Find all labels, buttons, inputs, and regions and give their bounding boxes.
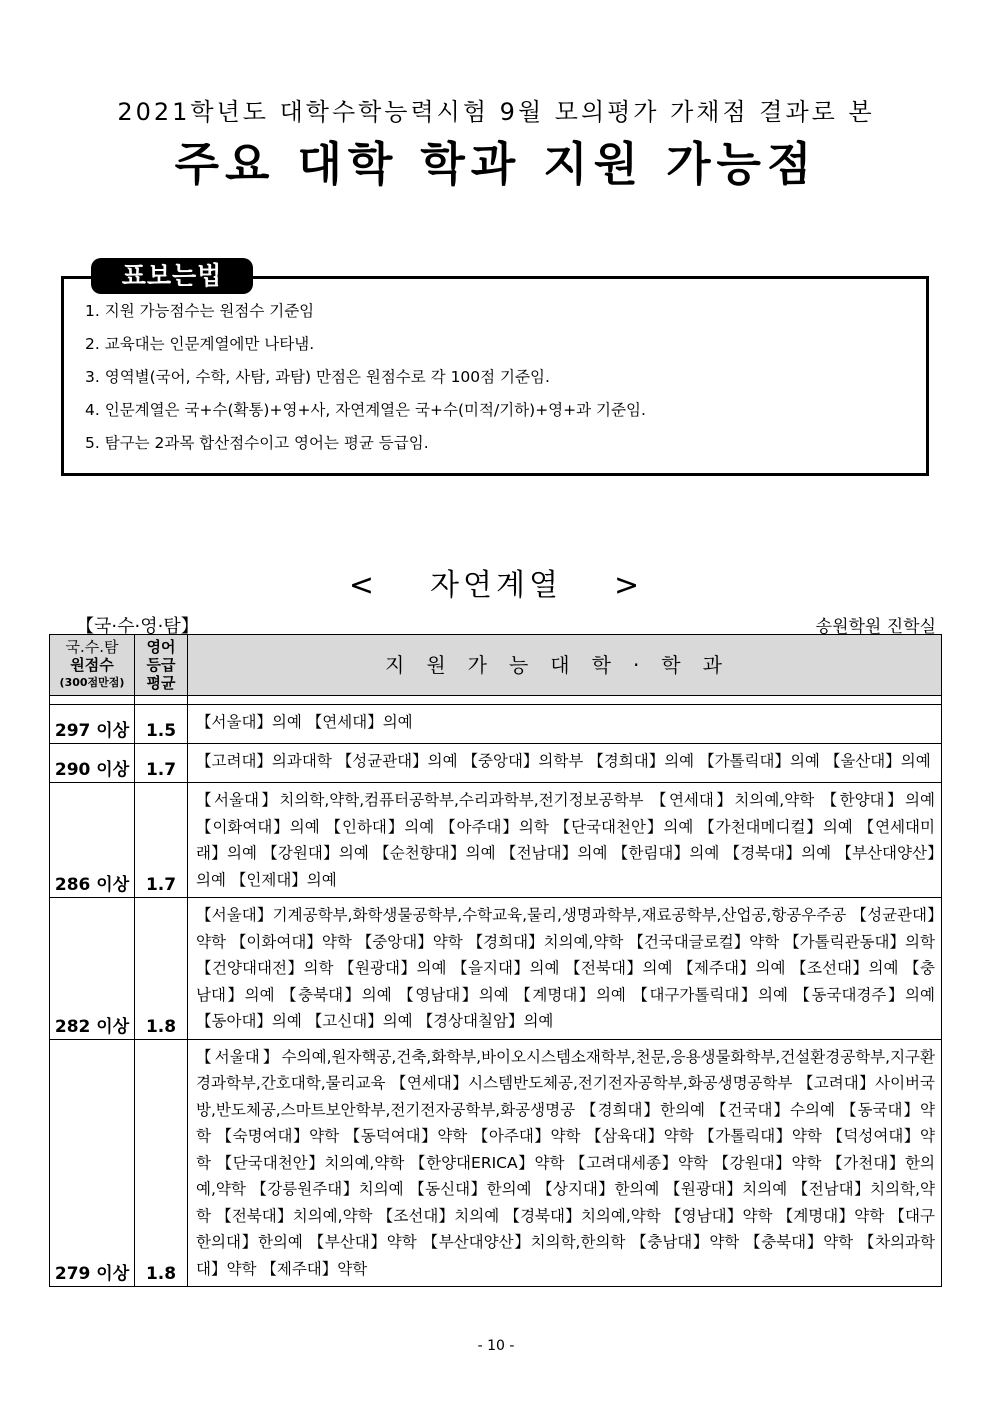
guide-item: 1. 지원 가능점수는 원점수 기준임 [85, 302, 315, 320]
score-cell: 286 이상 [50, 783, 135, 898]
guide-item: 4. 인문계열은 국+수(확통)+영+사, 자연계열은 국+수(미적/기하)+영+과 기준임. [85, 401, 646, 419]
university-list-cell: 【서울대】치의학,약학,컴퓨터공학부,수리과학부,전기정보공학부 【연세대】치의예,약학 【한양대】의예 【이화여대】의예 【인하대】의예 【아주대】의학 【단국대천안】의예 【가천대메디컬】의예 【연세대미래】의예 【강원대】의예 【순천향대】의예 【전남대】의예 【한림대】의예 【경북대】의예 【부산대양산】의예 【인제대】의예 [188, 783, 942, 898]
guide-item: 3. 영역별(국어, 수학, 사탐, 과탐) 만점은 원점수로 각 100점 기준임. [85, 368, 550, 386]
university-list-cell: 【서울대】기계공학부,화학생물공학부,수학교육,물리,생명과학부,재료공학부,산업공,항공우주공 【성균관대】약학 【이화여대】약학 【중앙대】약학 【경희대】치의예,약학 【건국대글로컬】약학 【가톨릭관동대】의학 【건양대대전】의학 【원광대】의예 【을지대】의예 【전북대】의예 【제주대】의예 【조선대】의예 【충남대】의예 【충북대】의예 【영남대】의예 【계명대】의예 【대구가톨릭대】의예 【동국대경주】의예 【동아대】의예 【고신대】의예 【경상대칠암】의예 [188, 898, 942, 1040]
organization-label: 송원학원 진학실 [815, 617, 936, 637]
document-title: 주요 대학 학과 지원 가능점 [174, 137, 818, 191]
score-cell: 279 이상 [50, 1039, 135, 1287]
section-title [0, 560, 992, 604]
guide-item: 5. 탐구는 2과목 합산점수이고 영어는 평균 등급임. [85, 434, 429, 452]
section-close-bracket: > [613, 568, 644, 603]
header-score-line2: 원점수 [70, 656, 114, 674]
guide-tab-label: 표보는법 [91, 258, 253, 294]
table-row [50, 744, 942, 783]
university-list-cell: 【서울대】수의예,원자핵공,건축,화학부,바이오시스템소재학부,천문,응용생물화학부,건설환경공학부,지구환경과학부,간호대학,물리교육 【연세대】시스템반도체공,전기전자공학부,화공생명공학부 【고려대】사이버국방,반도체공,스마트보안학부,전기전자공학부,화공생명공 【경희대】한의예 【건국대】수의예 【동국대】약학 【숙명여대】약학 【동덕여대】약학 【아주대】약학 【삼육대】약학 【가톨릭대】약학 【덕성여대】약학 【단국대천안】치의예,약학 【한양대ERICA】약학 【고려대세종】약학 【강원대】약학 【가천대】한의예,약학 【강릉원주대】치의예 【동신대】한의예 【상지대】한의예 【원광대】치의예 【전남대】치의학,약학 【전북대】치의예,약학 【조선대】치의예 【경북대】치의예,약학 【영남대】약학 【계명대】약학 【대구한의대】한의예 【부산대】약학 【부산대양산】치의학,한의학 【충남대】약학 【충북대】약학 【차의과학대】약학 【제주대】약학 [188, 1039, 942, 1287]
english-grade-cell: 1.8 [135, 1039, 188, 1287]
english-grade-cell: 1.8 [135, 898, 188, 1040]
table-row [50, 1039, 942, 1287]
page-number: - 10 - [477, 1338, 515, 1354]
table-header-row [50, 635, 942, 696]
header-university-column: 지원가능대학·학과 [188, 635, 942, 696]
score-cell: 282 이상 [50, 898, 135, 1040]
table-row [50, 783, 942, 898]
table-row [50, 898, 942, 1040]
university-list-cell: 【서울대】의예 【연세대】의예 [188, 705, 942, 744]
header-score-line1: 국.수.탐 [65, 638, 119, 656]
english-grade-cell: 1.7 [135, 744, 188, 783]
university-list-cell: 【고려대】의과대학 【성균관대】의예 【중앙대】의학부 【경희대】의예 【가톨릭대】의예 【울산대】의예 [188, 744, 942, 783]
category-label: 【국·수·영·탐】 [76, 616, 199, 637]
score-cell: 290 이상 [50, 744, 135, 783]
header-score-line3: (300점만점) [59, 676, 125, 689]
header-english-line2: 등급 [146, 656, 176, 674]
header-separator [50, 696, 942, 705]
header-english-line1: 영어 [146, 638, 176, 656]
section-open-bracket: < [348, 568, 379, 603]
guide-item: 2. 교육대는 인문계열에만 나타냄. [85, 335, 315, 353]
guide-list [85, 300, 646, 465]
table-row [50, 705, 942, 744]
section-title-text: 자연계열 [430, 568, 562, 603]
english-grade-cell: 1.5 [135, 705, 188, 744]
header-english-line3: 평균 [146, 674, 176, 692]
header-score-column [50, 635, 135, 696]
score-cell: 297 이상 [50, 705, 135, 744]
header-english-column [135, 635, 188, 696]
admission-table [49, 634, 942, 1287]
document-subtitle: 2021학년도 대학수학능력시험 9월 모의평가 가채점 결과로 본 [117, 98, 875, 126]
english-grade-cell: 1.7 [135, 783, 188, 898]
